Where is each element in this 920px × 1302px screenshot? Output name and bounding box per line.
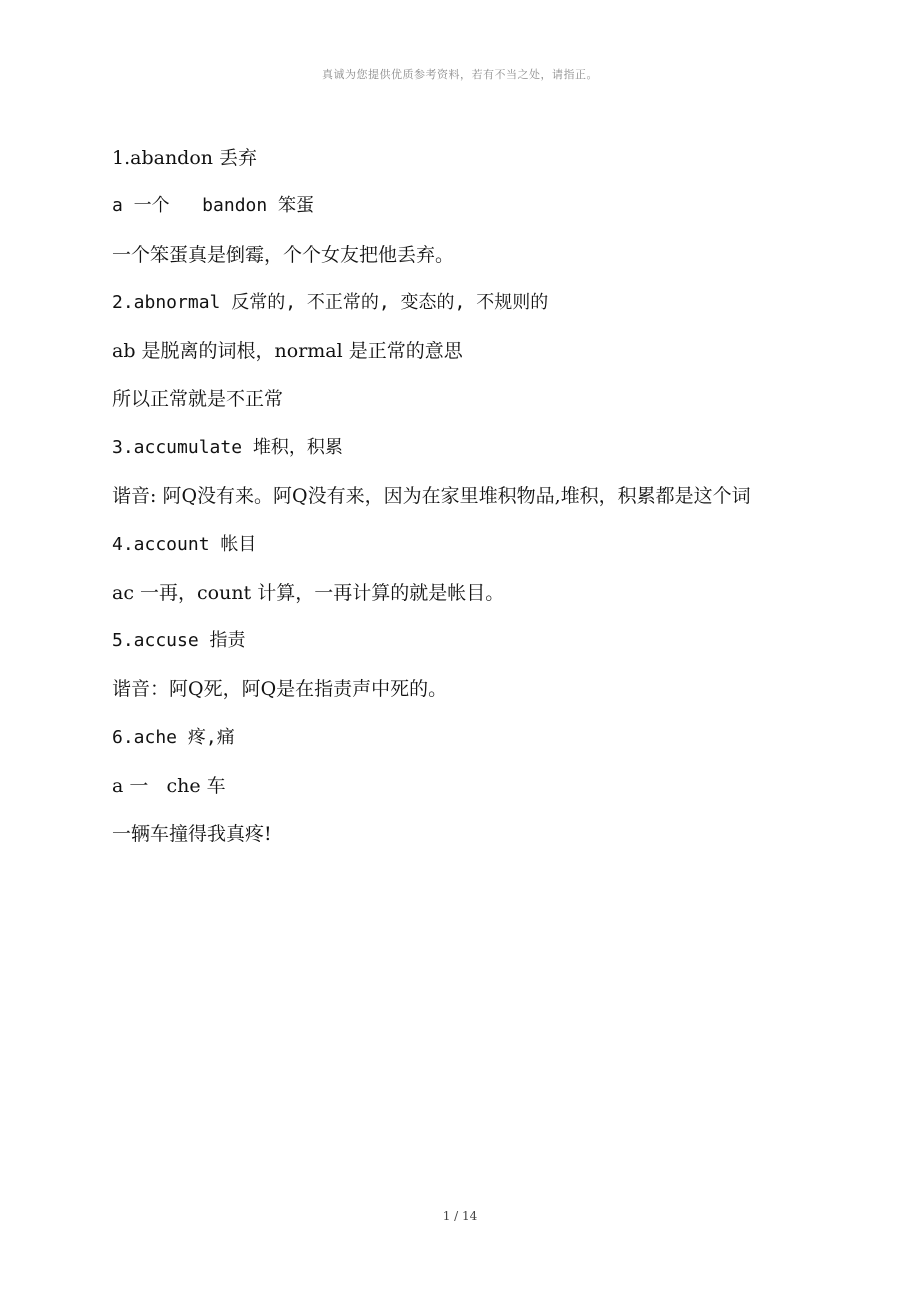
header-disclaimer: 真诚为您提供优质参考资料，若有不当之处，请指正。 bbox=[322, 68, 598, 81]
entry-5-mnemonic: 谐音：阿Q死，阿Q是在指责声中死的。 bbox=[112, 678, 448, 701]
entry-3-title: 3.accumulate 堆积，积累 bbox=[112, 436, 343, 458]
entry-4-mnemonic: ac 一再，count 计算，一再计算的就是帐目。 bbox=[112, 581, 505, 604]
entry-6-title: 6.ache 疼,痛 bbox=[112, 726, 235, 748]
entry-6-mnemonic: 一辆车撞得我真疼! bbox=[112, 823, 272, 846]
entry-3-mnemonic: 谐音: 阿Q没有来。阿Q没有来，因为在家里堆积物品,堆积，积累都是这个词 bbox=[112, 485, 751, 508]
entry-6-breakdown: a 一 che 车 bbox=[112, 775, 226, 798]
document-body bbox=[112, 146, 812, 871]
entry-1-title: 1.abandon 丢弃 bbox=[112, 147, 258, 169]
entry-4-title: 4.account 帐目 bbox=[112, 533, 257, 555]
entry-2-mnemonic: 所以正常就是不正常 bbox=[112, 388, 284, 411]
entry-1-breakdown: a 一个 bandon 笨蛋 bbox=[112, 195, 315, 217]
entry-5-title: 5.accuse 指责 bbox=[112, 630, 246, 652]
page-indicator: 1 / 14 bbox=[442, 1209, 478, 1223]
entry-2-title: 2.abnormal 反常的, 不正常的, 变态的, 不规则的 bbox=[112, 291, 549, 313]
entry-2-breakdown: ab 是脱离的词根，normal 是正常的意思 bbox=[112, 340, 463, 363]
entry-1-mnemonic: 一个笨蛋真是倒霉，个个女友把他丢弃。 bbox=[112, 243, 455, 266]
